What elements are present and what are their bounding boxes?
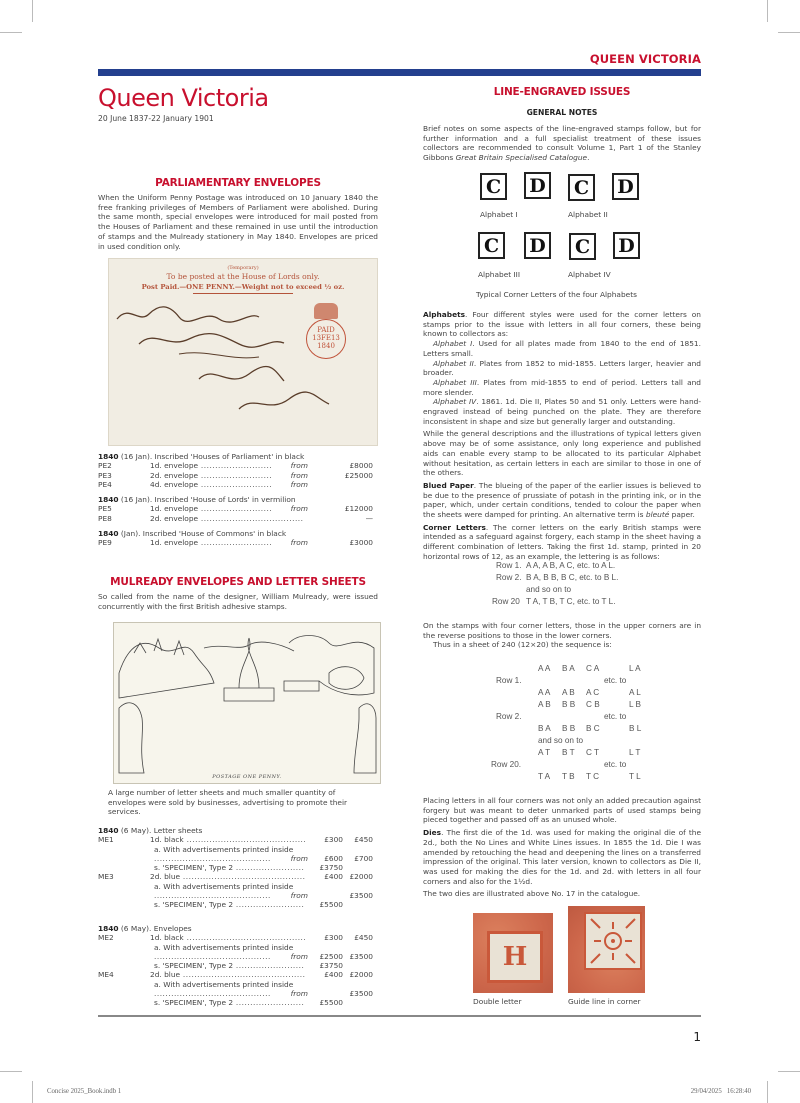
listing-row: PE8 2d. envelope ..... —	[98, 514, 378, 523]
seq-cell: B A	[538, 724, 551, 733]
row-lettering-table	[480, 561, 680, 609]
guide-line-image	[568, 906, 645, 993]
postmark-text: PAID	[317, 326, 335, 334]
seq-row-label: Row 2.	[496, 712, 522, 721]
alphabet-label: Alphabet II	[568, 210, 608, 219]
corner-letter-c: C	[480, 173, 507, 200]
seq-etc: etc. to	[604, 712, 627, 721]
corner-letter-c: C	[569, 233, 596, 260]
seq-cell: B T	[562, 748, 575, 757]
line-engraved-intro: Brief notes on some aspects of the line-engraved stamps follow, but for further information and a full specialist treatment of these issues collectors are recommended to consult Volume 1, Part 1 of the Stanley Gibbons Great Britain Specialised Catalogue.	[423, 124, 701, 163]
seq-cell: C B	[586, 700, 600, 709]
dies-text: Placing letters in all four corners was not only an added precaution against forgery but was meant to deter unmarked parts of used stamps being pieced together and passed off as an unused whole. Dies. The first die of the 1d. was used for making the original die of the 2d., both the No Lines and White Lines issues. In 1855 the 1d. Die I was amended by retouching the head and deepening the lines on a transferred impression of the original. This later version, known to collectors as Die II, was used for making the dies for the 1d. and 2d. with letters in all four corners and also for the 1½d. The two dies are illustrated above No. 17 in the catalogue.	[423, 796, 701, 899]
page-number: 1	[693, 1030, 701, 1044]
listing-row: ME3 2d. blue ..... £400 £2000	[98, 872, 378, 881]
seq-cell: L B	[629, 700, 641, 709]
listing-row: PE9 1d. envelope ..... from £3000	[98, 538, 378, 547]
postmark-year: 1840	[317, 342, 335, 350]
alphabet-label: Alphabet IV	[568, 270, 611, 279]
crop-mark	[0, 32, 22, 33]
listing-row: ..... from £2500 £3500	[98, 952, 378, 961]
handwritten-address	[109, 299, 377, 439]
listing-row: ME1 1d. black ..... £300 £450	[98, 835, 378, 844]
crop-mark	[767, 0, 768, 22]
alphabets-text: Alphabets. Four different styles were used for the corner letters on stamps prior to the issue with letters in all four corners, these being known to collectors as: Alphabet I. Used for all plates made from 1840 to the end of 1851. Letters small. Alphabet II. Plates from 1852 to mid-1855. Letters larger, heavier and broader. Alphabet III. Plates from mid-1855 to end of period. Letters tall and more slender. Alphabet IV. 1861. 1d. Die II, Plates 50 and 51 only. Letters were hand-engraved instead of being punched on the plate. They are therefore inconsistent in shape and size but generally larger and outstanding. While the general descriptions and the illustrations of typical letters given above may be of some assistance, only long experience and published aids can enable every stamp to be allocated to its particular Alphabet without hesitation, as certain letters in each are similar to those in one of the others. Blued Paper. The blueing of the paper of the earlier issues is believed to be due to the presence of prussiate of potash in the printing ink, or in the paper, which, under certain conditions, tended to colour the paper when the sheets were damped for printing. An alternative term is bleuté paper. Corner Letters. The corner letters on the early British stamps were intended as a safeguard against forgery, each stamp in the sheet having a different combination of letters. Taking the first 1d. stamp, printed in 20 horizontal rows of 12, as an example, the lettering is as follows:	[423, 310, 702, 561]
letter-h: H	[487, 931, 543, 983]
lettering-row: Row 20 T A, T B, T C, etc. to T L.	[492, 597, 616, 606]
reign-dates: 20 June 1837-22 January 1901	[98, 114, 214, 123]
star-ornament-icon	[586, 914, 640, 968]
issue-heading: 1840 (Jan). Inscribed 'House of Commons' in black	[98, 529, 287, 539]
header-rule	[98, 69, 701, 76]
seq-cell: T B	[562, 772, 575, 781]
line-engraved-heading: LINE-ENGRAVED ISSUES	[493, 86, 631, 98]
parliamentary-envelope-image	[108, 258, 378, 446]
envelope-line-3: Post Paid.—ONE PENNY.—Weight not to exceed ½ oz.	[141, 283, 345, 291]
listing-row: a. With advertisements printed inside	[154, 979, 294, 989]
parliamentary-intro: When the Uniform Penny Postage was introduced on 10 January 1840 the free franking privileges of Members of Parliament were abolished. During the same month, special envelopes were introduced for mail posted from the Houses of Parliament and these remained in use until the introduction of stamps and the Mulready stationery in May 1840. Envelopes are priced in used condition only.	[98, 193, 378, 251]
issue-heading: 1840 (6 May). Envelopes	[98, 924, 192, 933]
listing-row: s. 'SPECIMEN', Type 2 ..... £5500	[98, 900, 378, 909]
envelope-line-1: (Temporary)	[227, 265, 259, 271]
slug-timestamp: 29/04/2025 16:28:40	[690, 1088, 751, 1095]
parliamentary-heading: PARLIAMENTARY ENVELOPES	[155, 177, 321, 189]
corner-letter-d: D	[612, 173, 639, 200]
crown-icon	[314, 303, 338, 319]
alphabet-label: Alphabet III	[478, 270, 521, 279]
listing-row: a. With advertisements printed inside	[154, 881, 294, 891]
seq-cell: T C	[586, 772, 600, 781]
listing-row: PE5 1d. envelope ..... from £12000	[98, 504, 378, 513]
alphabet-label: Alphabet I	[480, 210, 518, 219]
running-head: QUEEN VICTORIA	[589, 52, 701, 66]
guide-line-caption: Guide line in corner	[568, 997, 641, 1006]
alphabets-figure	[470, 170, 670, 305]
issue-heading: 1840 (16 Jan). Inscribed 'House of Lords' in vermilion	[98, 495, 296, 505]
seq-cell: T A	[538, 772, 551, 781]
seq-cell: B C	[586, 724, 600, 733]
slug-file: Concise 2025_Book.indb 1	[47, 1088, 122, 1095]
corner-square	[584, 912, 642, 970]
corner-letter-d: D	[524, 172, 551, 199]
corner-letter-c: C	[478, 232, 505, 259]
issue-heading: 1840 (16 Jan). Inscribed 'Houses of Parliament' in black	[98, 452, 305, 461]
corner-letter-d: D	[524, 232, 551, 259]
listing-row: PE3 2d. envelope ..... from £25000	[98, 471, 378, 480]
seq-cell: A C	[586, 688, 600, 697]
sheet-sequence-table	[490, 664, 690, 784]
listing-row: ..... from £3500	[98, 989, 378, 998]
listing-row: s. 'SPECIMEN', Type 2 ..... £3750	[98, 961, 378, 970]
seq-cell: C A	[586, 664, 600, 673]
mulready-note: A large number of letter sheets and much smaller quantity of envelopes were sold by businesses, advertising to promote their services.	[108, 788, 348, 817]
seq-cell: B B	[562, 700, 576, 709]
four-corner-note: On the stamps with four corner letters, those in the upper corners are in the reverse positions to those in the lower corners. Thus in a sheet of 240 (12×20) the sequence is:	[423, 621, 701, 650]
seq-row-label: Row 20.	[491, 760, 522, 769]
crop-mark	[0, 1071, 22, 1072]
seq-cell: A B	[562, 688, 575, 697]
seq-cell: L T	[629, 748, 641, 757]
envelope-line-2: To be posted at the House of Lords only.	[166, 272, 320, 281]
seq-cell: L A	[629, 664, 641, 673]
alphabets-caption: Typical Corner Letters of the four Alphabets	[476, 290, 637, 299]
mulready-intro: So called from the name of the designer, William Mulready, were issued concurrently with the first British adhesive stamps.	[98, 592, 378, 611]
seq-cell: A B	[538, 700, 551, 709]
seq-cell: B L	[629, 724, 642, 733]
letter-sheets-listing	[98, 826, 378, 910]
listing-row: ..... from £600 £700	[98, 854, 378, 863]
listing-row: PE2 1d. envelope ..... from £8000	[98, 461, 378, 470]
lettering-row: and so on to	[526, 585, 572, 594]
seq-row-label: Row 1.	[496, 676, 522, 685]
seq-cell: A T	[538, 748, 551, 757]
page-title: Queen Victoria	[98, 84, 269, 112]
envelope-rule	[193, 293, 293, 294]
listing-row: s. 'SPECIMEN', Type 2 ..... £5500	[98, 998, 378, 1007]
postmark-date: 13FE13	[312, 334, 340, 342]
seq-cell: A A	[538, 688, 551, 697]
seq-etc: etc. to	[604, 760, 627, 769]
footer-rule	[98, 1015, 701, 1017]
mulready-illustration	[114, 623, 380, 783]
paid-postmark	[306, 319, 346, 359]
seq-etc: etc. to	[604, 676, 627, 685]
envelopes-listing	[98, 924, 378, 1008]
seq-and-so-on: and so on to	[538, 736, 584, 745]
general-notes-heading: GENERAL NOTES	[526, 108, 598, 117]
crop-mark	[32, 0, 33, 22]
listing-row: PE4 4d. envelope ..... from	[98, 480, 378, 489]
listing-row: a. With advertisements printed inside	[154, 942, 294, 952]
lettering-row: Row 1. A A, A B, A C, etc. to A L.	[496, 561, 616, 570]
lettering-row: Row 2. B A, B B, B C, etc. to B L.	[496, 573, 619, 582]
listing-row: a. With advertisements printed inside	[154, 844, 294, 854]
listing-row: s. 'SPECIMEN', Type 2 ..... £3750	[98, 863, 378, 872]
issue-heading: 1840 (6 May). Letter sheets	[98, 826, 203, 835]
seq-cell: T L	[629, 772, 641, 781]
seq-cell: A A	[538, 664, 551, 673]
crop-mark	[767, 1081, 768, 1103]
seq-cell: B B	[562, 724, 576, 733]
corner-letter-d: D	[613, 232, 640, 259]
double-letter-image	[473, 913, 553, 993]
listing-row: ME2 1d. black ..... £300 £450	[98, 933, 378, 942]
crop-mark	[778, 32, 800, 33]
listing-row: ME4 2d. blue ..... £400 £2000	[98, 970, 378, 979]
seq-cell: B A	[562, 664, 575, 673]
mulready-inscription: POSTAGE ONE PENNY.	[212, 774, 282, 780]
double-letter-caption: Double letter	[473, 997, 522, 1006]
mulready-envelope-image	[113, 622, 381, 784]
parliamentary-listing	[98, 452, 378, 548]
mulready-heading: MULREADY ENVELOPES AND LETTER SHEETS	[110, 576, 366, 588]
corner-letter-c: C	[568, 174, 595, 201]
seq-cell: A L	[629, 688, 641, 697]
seq-cell: C T	[586, 748, 600, 757]
slug-divider	[32, 1081, 33, 1103]
crop-mark	[778, 1071, 800, 1072]
listing-row: ..... from £3500	[98, 891, 378, 900]
